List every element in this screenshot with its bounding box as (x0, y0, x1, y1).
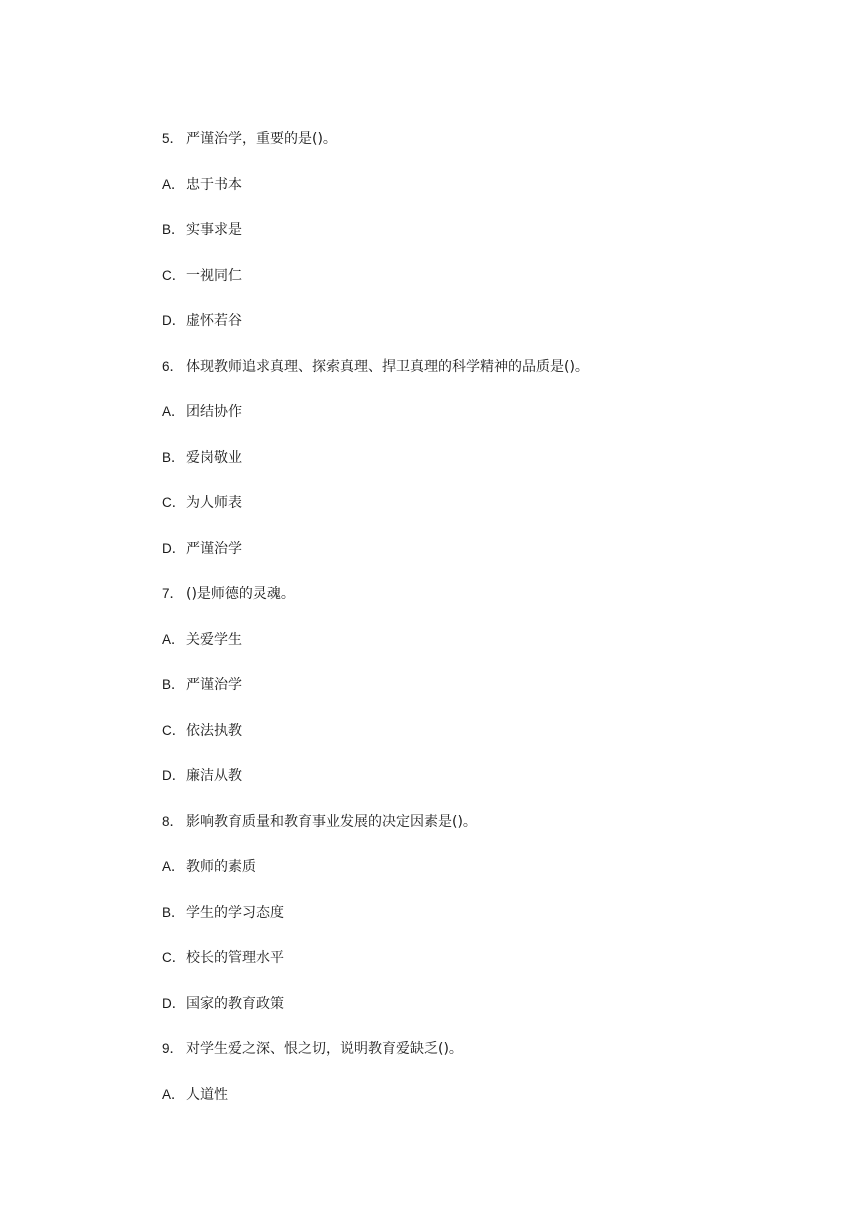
option-text: 为人师表 (186, 495, 242, 511)
question-line (162, 127, 722, 173)
option-letter: D． (162, 995, 186, 1011)
option-line (162, 719, 722, 765)
option-line (162, 855, 722, 901)
option-line (162, 764, 722, 810)
option-text: 实事求是 (186, 222, 242, 238)
option-line (162, 628, 722, 674)
option-letter: B． (162, 222, 185, 237)
option-letter: A． (162, 404, 185, 419)
option-line (162, 400, 722, 446)
option-letter: A． (162, 631, 185, 647)
option-letter: B． (162, 904, 185, 920)
option-text: 国家的教育政策 (186, 995, 284, 1012)
option-letter: A． (162, 176, 185, 192)
quiz-content (162, 127, 722, 1128)
option-line (162, 673, 722, 719)
option-text: 廉洁从教 (186, 768, 242, 784)
option-text: 人道性 (186, 1086, 228, 1103)
question-number: 5． (162, 131, 184, 146)
question-number: 6． (162, 358, 184, 374)
option-letter: C． (162, 950, 186, 965)
option-text: 依法执教 (186, 722, 242, 739)
option-letter: A． (162, 859, 185, 874)
option-letter: D． (162, 768, 186, 783)
question-text: 影响教育质量和教育事业发展的决定因素是()。 (186, 813, 477, 830)
option-text: 虚怀若谷 (186, 313, 242, 329)
option-line (162, 946, 722, 992)
option-letter: B． (162, 449, 185, 465)
option-line (162, 309, 722, 355)
option-text: 团结协作 (186, 404, 242, 420)
option-line (162, 446, 722, 492)
option-text: 教师的素质 (186, 859, 256, 875)
question-text: 体现教师追求真理、探索真理、捍卫真理的科学精神的品质是()。 (186, 358, 589, 375)
option-text: 忠于书本 (186, 176, 242, 193)
option-line (162, 992, 722, 1038)
option-line (162, 491, 722, 537)
question-number: 8． (162, 813, 184, 829)
option-text: 校长的管理水平 (186, 950, 284, 966)
option-letter: D． (162, 540, 186, 556)
option-text: 严谨治学 (186, 677, 242, 693)
question-number: 7． (162, 586, 184, 601)
option-letter: A． (162, 1086, 185, 1102)
option-text: 关爱学生 (186, 631, 242, 648)
question-line (162, 582, 722, 628)
question-text: 严谨治学，重要的是()。 (186, 131, 337, 147)
option-line (162, 1083, 722, 1129)
question-text: 对学生爱之深、恨之切，说明教育爱缺乏()。 (186, 1041, 463, 1057)
option-letter: C． (162, 495, 186, 510)
question-number: 9． (162, 1041, 184, 1056)
option-text: 爱岗敬业 (186, 449, 242, 466)
question-text: ()是师德的灵魂。 (186, 586, 295, 602)
option-letter: C． (162, 267, 186, 283)
question-line (162, 1037, 722, 1083)
option-text: 严谨治学 (186, 540, 242, 557)
option-letter: D． (162, 313, 186, 328)
option-line (162, 264, 722, 310)
option-text: 学生的学习态度 (186, 904, 284, 921)
option-text: 一视同仁 (186, 267, 242, 284)
option-line (162, 218, 722, 264)
option-line (162, 901, 722, 947)
question-line (162, 355, 722, 401)
option-letter: B． (162, 677, 185, 692)
option-letter: C． (162, 722, 186, 738)
option-line (162, 537, 722, 583)
option-line (162, 173, 722, 219)
question-line (162, 810, 722, 856)
